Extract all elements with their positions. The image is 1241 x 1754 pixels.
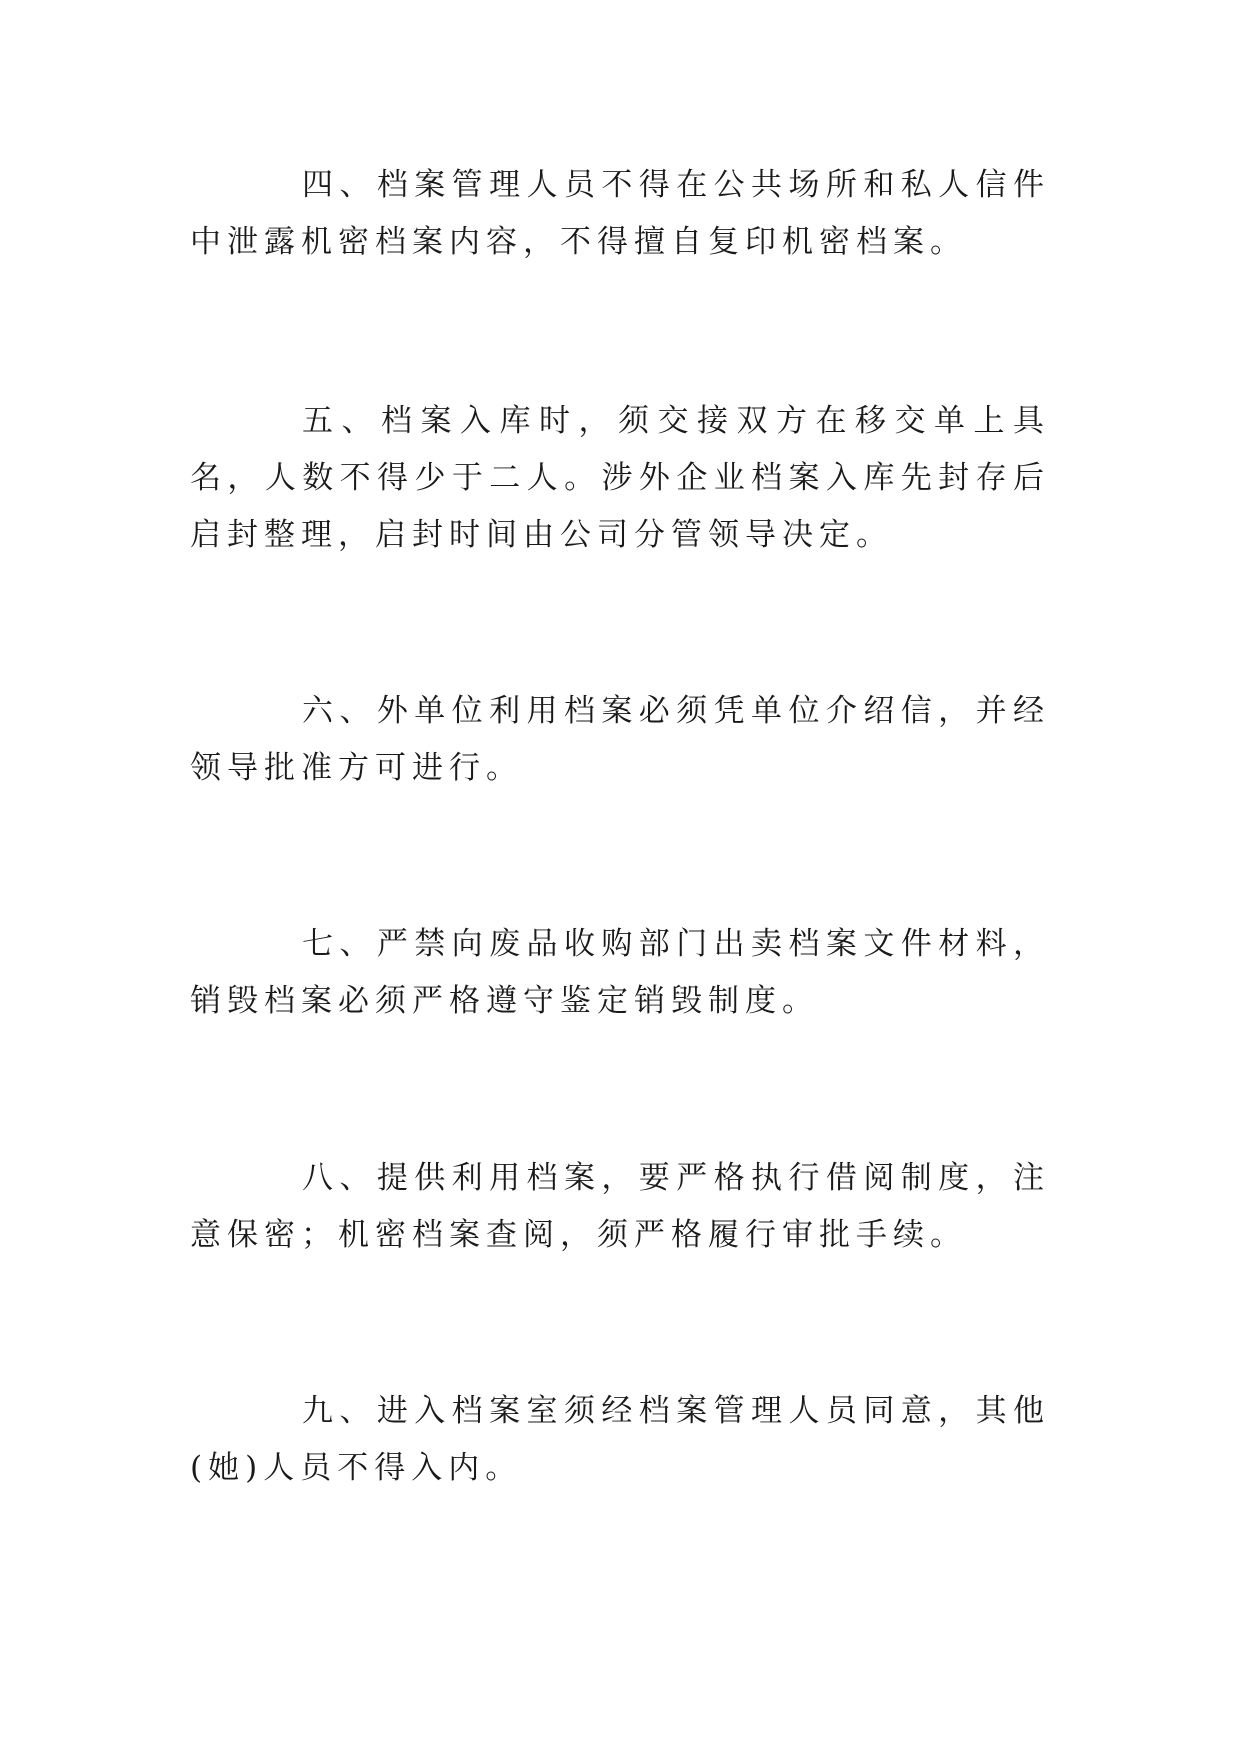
- rule-paragraph-8: 八、提供利用档案，要严格执行借阅制度，注意保密；机密档案查阅，须严格履行审批手续。: [190, 1160, 1050, 1253]
- rule-paragraph-6: 六、外单位利用档案必须凭单位介绍信，并经领导批准方可进行。: [190, 693, 1050, 786]
- rule-paragraph-7: 七、严禁向废品收购部门出卖档案文件材料，销毁档案必须严格遵守鉴定销毁制度。: [190, 926, 1050, 1019]
- rule-paragraph-9: 九、进入档案室须经档案管理人员同意，其他(她)人员不得入内。: [190, 1393, 1050, 1486]
- rule-paragraph-4: 四、档案管理人员不得在公共场所和私人信件中泄露机密档案内容，不得擅自复印机密档案。: [190, 167, 1050, 260]
- rule-paragraph-5: 五、档案入库时，须交接双方在移交单上具名，人数不得少于二人。涉外企业档案入库先封存后启封整理，启封时间由公司分管领导决定。: [190, 403, 1050, 553]
